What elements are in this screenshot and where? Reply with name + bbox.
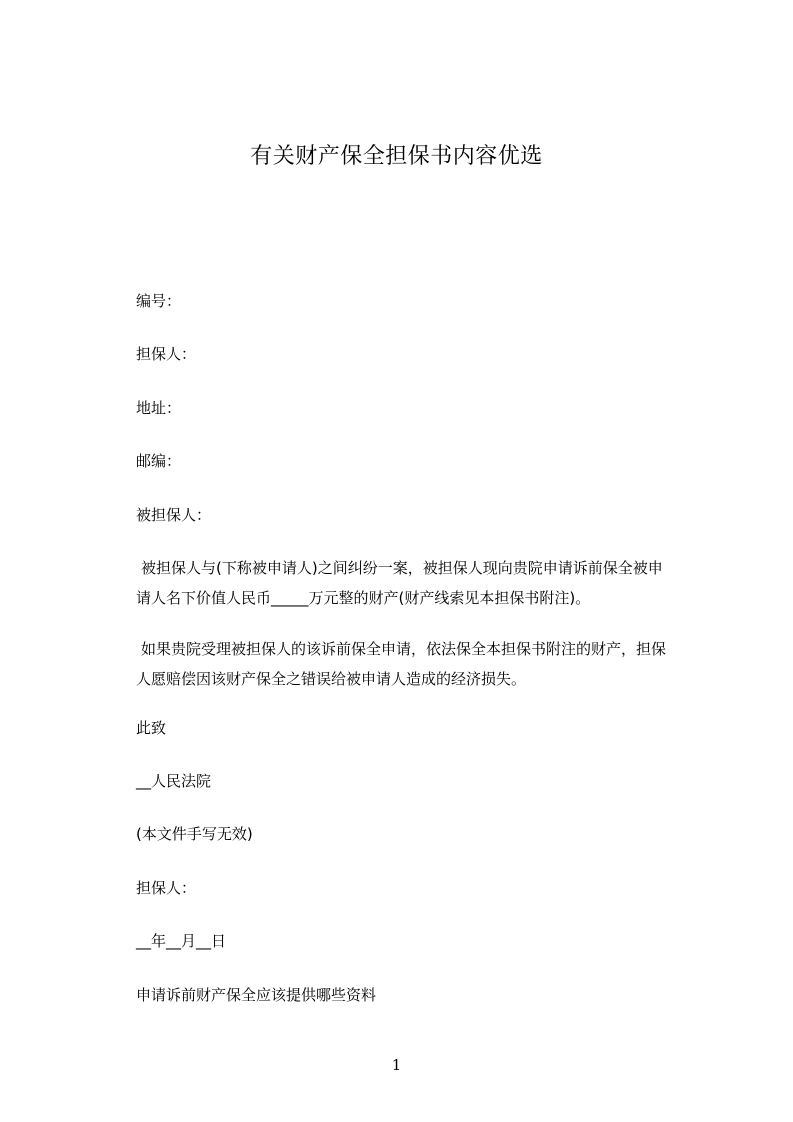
paragraph-compensation	[136, 634, 718, 694]
document-title: 有关财产保全担保书内容优选	[250, 144, 543, 169]
salutation: 此致	[136, 719, 167, 737]
field-postcode: 邮编：	[136, 452, 182, 470]
page-number: 1	[391, 1056, 402, 1074]
field-address: 地址：	[136, 399, 182, 417]
section-heading: 申请诉前财产保全应该提供哪些资料	[136, 986, 377, 1004]
field-number: 编号：	[136, 292, 182, 310]
field-guarantor: 担保人：	[136, 345, 197, 363]
signature-guarantor: 担保人：	[136, 879, 197, 897]
paragraph-application-line-2: 请人名下价值人民币_____万元整的财产(财产线索见本担保书附注)。	[136, 589, 591, 607]
paragraph-application	[136, 553, 718, 613]
paragraph-compensation-line-1: 如果贵院受理被担保人的该诉前保全申请，依法保全本担保书附注的财产，担保	[141, 640, 667, 658]
handwriting-note: (本文件手写无效)	[136, 825, 253, 843]
court-name: __人民法院	[136, 772, 212, 790]
signature-date: __年__月__日	[136, 932, 227, 950]
paragraph-application-line-1: 被担保人与(下称被申请人)之间纠纷一案，被担保人现向贵院申请诉前保全被申	[141, 559, 663, 577]
paragraph-compensation-line-2: 人愿赔偿因该财产保全之错误给被申请人造成的经济损失。	[136, 670, 527, 688]
field-guaranteed-party: 被担保人：	[136, 506, 212, 524]
